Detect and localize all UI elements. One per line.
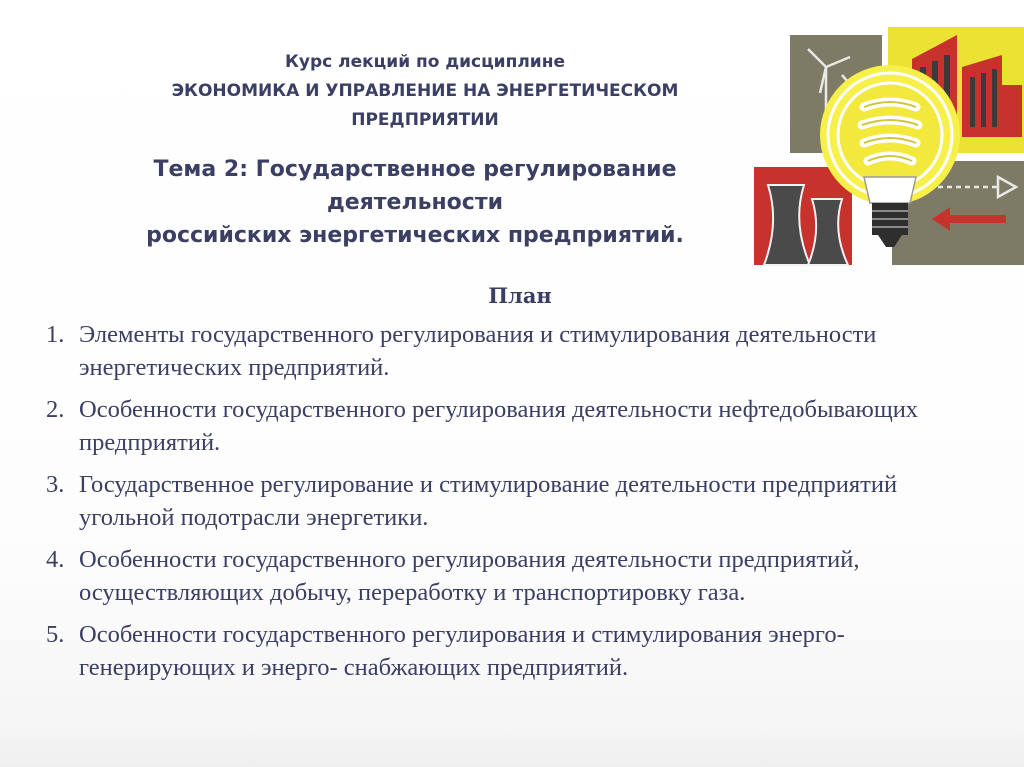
- bottom-shade: [0, 727, 1024, 767]
- list-item: [46, 393, 986, 459]
- list-item: [46, 543, 986, 609]
- course-header-line-2: ЭКОНОМИКА И УПРАВЛЕНИЕ НА ЭНЕРГЕТИЧЕСКОМ: [171, 81, 679, 101]
- topic-line-2: деятельности: [326, 190, 504, 215]
- list-item-number: 3.: [46, 471, 65, 498]
- list-item-text: Государственное регулирование и стимулирование деятельности предприятий угольной подотрасли энергетики.: [79, 471, 898, 531]
- list-item-text: Особенности государственного регулирования и стимулирования энерго-генерирующих и энерго- снабжающих предприятий.: [79, 621, 845, 681]
- list-item-text: Особенности государственного регулирования деятельности предприятий, осуществляющих добычу, переработку и транспортировку газа.: [79, 546, 860, 606]
- energy-lightbulb-collage-icon: [752, 27, 1024, 267]
- topic-line-3: российских энергетических предприятий.: [146, 223, 684, 248]
- list-item-number: 5.: [46, 621, 65, 648]
- course-header-line-1: Курс лекций по дисциплине: [285, 52, 565, 72]
- list-item-text: Особенности государственного регулирования деятельности нефтедобывающих предприятий.: [79, 396, 919, 456]
- list-item-number: 1.: [46, 321, 65, 348]
- course-header-line-3: ПРЕДПРИЯТИИ: [351, 110, 499, 130]
- topic-title: [75, 153, 755, 252]
- list-item-number: 4.: [46, 546, 65, 573]
- plan-list: [46, 318, 986, 693]
- list-item-text: Элементы государственного регулирования и стимулирования деятельности энергетических предприятий.: [79, 321, 877, 381]
- list-item-number: 2.: [46, 396, 65, 423]
- topic-line-1: Тема 2: Государственное регулирование: [153, 157, 677, 182]
- list-item: [46, 318, 986, 384]
- list-item: [46, 618, 986, 684]
- course-header: [100, 48, 750, 135]
- plan-title: План: [488, 283, 552, 308]
- list-item: [46, 468, 986, 534]
